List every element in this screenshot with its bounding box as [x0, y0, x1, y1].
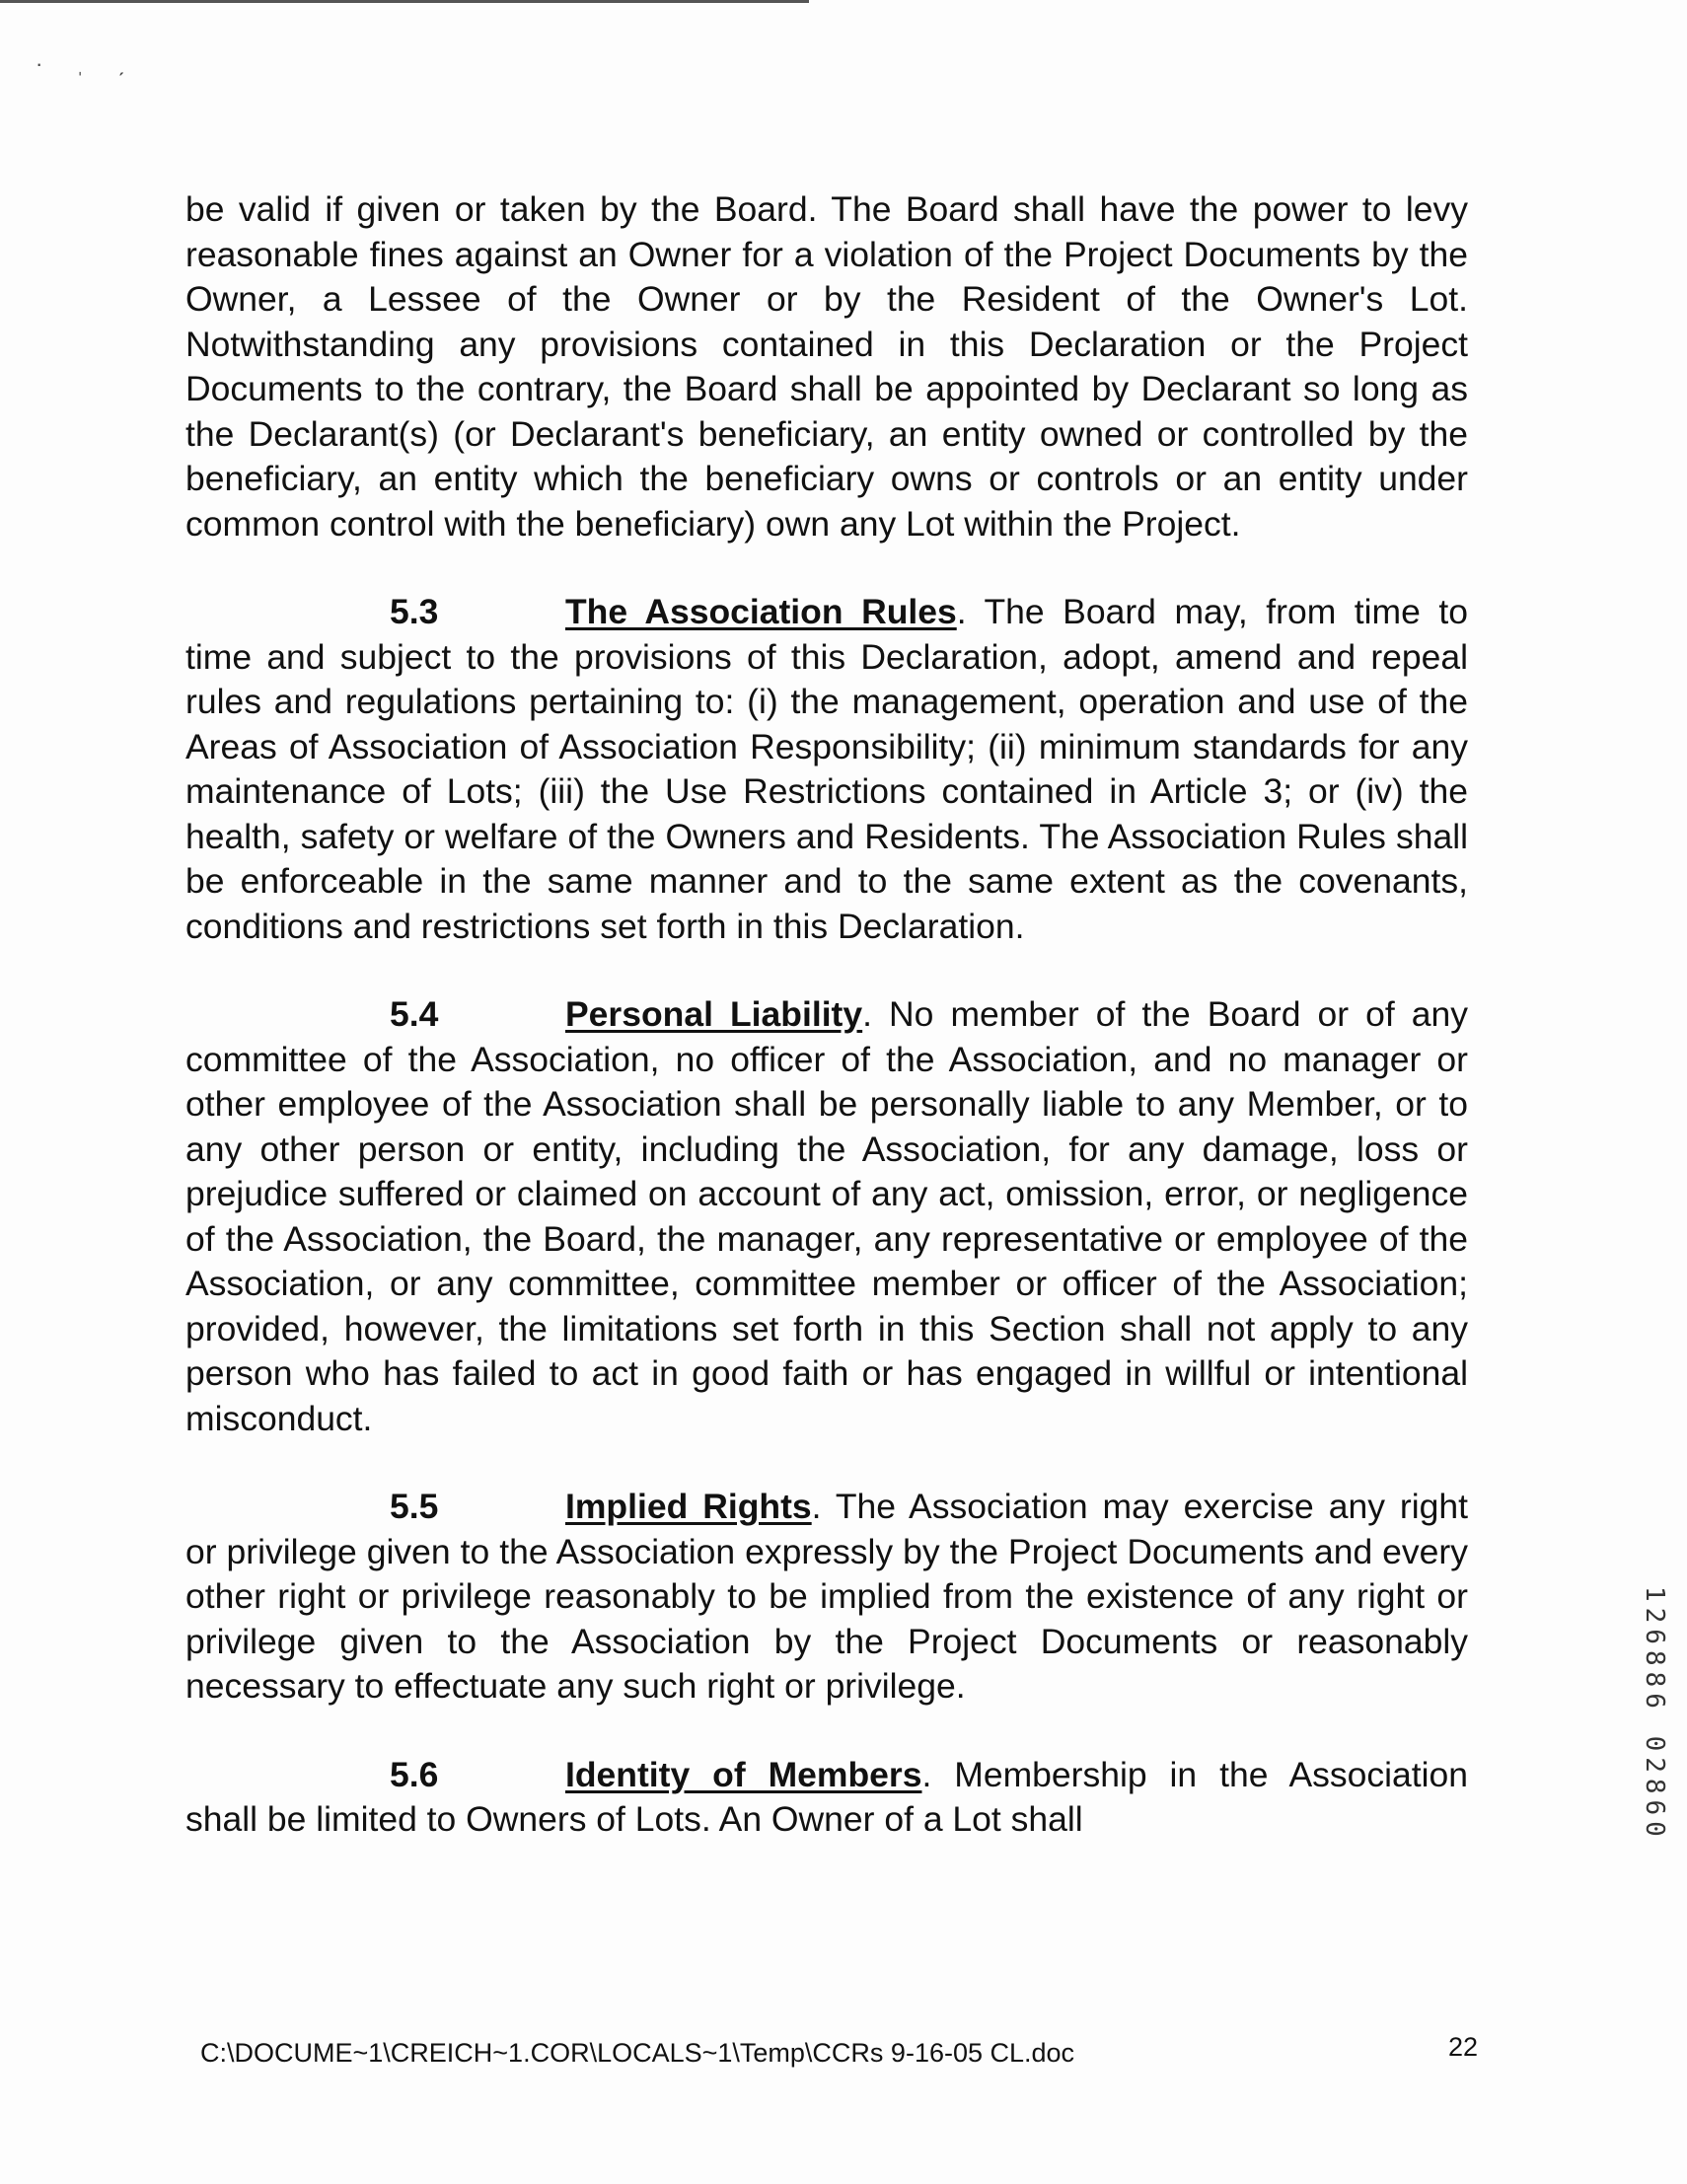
page-number: 22	[1448, 2032, 1479, 2062]
scan-specks: · ˌ ˏ	[36, 51, 139, 76]
section-5-4: 5.4 Personal Liability. No member of the Board or of any committee of the Association, no officer of the Association, and no manager or other employee of the Association shall be personally liable to any Member, or to any other person or entity, including the Association, for any damage, loss or prejudice suffered or claimed on account of any act, omission, error, or negligence of the Association, the Board, the manager, any representative or employee of the Association, or any committee, committee member or officer of the Association; provided, however, the limitations set forth in this Section shall not apply to any person who has failed to act in good faith or has engaged in willful or intentional misconduct.	[185, 994, 1468, 1438]
section-text: . The Association may exercise any right or privilege given to the Association expressly by the Project Documents and every other right or privilege reasonably to be implied from the existence of any right or privilege given to the Association by the Project Documents or reasonably necessary to effectuate any such right or privilege.	[185, 1487, 1468, 1706]
scan-top-edge	[0, 0, 809, 3]
section-heading: Identity of Members	[565, 1754, 922, 1794]
document-body	[185, 187, 1468, 1886]
margin-bates-stamp: 126886 02860	[1640, 1586, 1669, 1843]
section-text: . Membership in the Association shall be limited to Owners of Lots. An Owner of a Lot shall	[185, 1754, 1468, 1839]
opening-paragraph: be valid if given or taken by the Board. The Board shall have the power to levy reasonable fines against an Owner for a violation of the Project Documents by the Owner, a Lessee of the Owner or by the Resident of the Owner's Lot. Notwithstanding any provisions contained in this Declaration or the Project Documents to the contrary, the Board shall be appointed by Declarant so long as the Declarant(s) (or Declarant's beneficiary, an entity owned or controlled by the beneficiary, an entity which the beneficiary owns or controls or an entity under common control with the beneficiary) own any Lot within the Project.	[185, 189, 1468, 544]
section-5-6: 5.6 Identity of Members. Membership in the Association shall be limited to Owners of Lots. An Owner of a Lot shall	[185, 1754, 1468, 1839]
section-heading: Personal Liability	[565, 994, 863, 1034]
section-5-3: 5.3 The Association Rules. The Board may, from time to time and subject to the provisions of this Declaration, adopt, amend and repeal rules and regulations pertaining to: (i) the management, operation and use of the Areas of Association of Association Responsibility; (ii) minimum standards for any maintenance of Lots; (iii) the Use Restrictions contained in Article 3; or (iv) the health, safety or welfare of the Owners and Residents. The Association Rules shall be enforceable in the same manner and to the same extent as the covenants, conditions and restrictions set forth in this Declaration.	[185, 592, 1468, 946]
section-heading: The Association Rules	[565, 592, 957, 631]
section-text: . The Board may, from time to time and subject to the provisions of this Declaration, adopt, amend and repeal rules and regulations pertaining to: (i) the management, operation and use of the Areas of Association of Association Responsibility; (ii) minimum standards for any maintenance of Lots; (iii) the Use Restrictions contained in Article 3; or (iv) the health, safety or welfare of the Owners and Residents. The Association Rules shall be enforceable in the same manner and to the same extent as the covenants, conditions and restrictions set forth in this Declaration.	[185, 592, 1468, 946]
section-text: . No member of the Board or of any committee of the Association, no officer of the Association, and no manager or other employee of the Association shall be personally liable to any Member, or to any other person or entity, including the Association, for any damage, loss or prejudice suffered or claimed on account of any act, omission, error, or negligence of the Association, the Board, the manager, any representative or employee of the Association, or any committee, committee member or officer of the Association; provided, however, the limitations set forth in this Section shall not apply to any person who has failed to act in good faith or has engaged in willful or intentional misconduct.	[185, 994, 1468, 1438]
section-5-5: 5.5 Implied Rights. The Association may exercise any right or privilege given to the Association expressly by the Project Documents and every other right or privilege reasonably to be implied from the existence of any right or privilege given to the Association by the Project Documents or reasonably necessary to effectuate any such right or privilege.	[185, 1487, 1468, 1706]
section-heading: Implied Rights	[565, 1487, 812, 1526]
footer-file-path: C:\DOCUME~1\CREICH~1.COR\LOCALS~1\Temp\CCRs 9-16-05 CL.doc	[200, 2038, 1075, 2068]
